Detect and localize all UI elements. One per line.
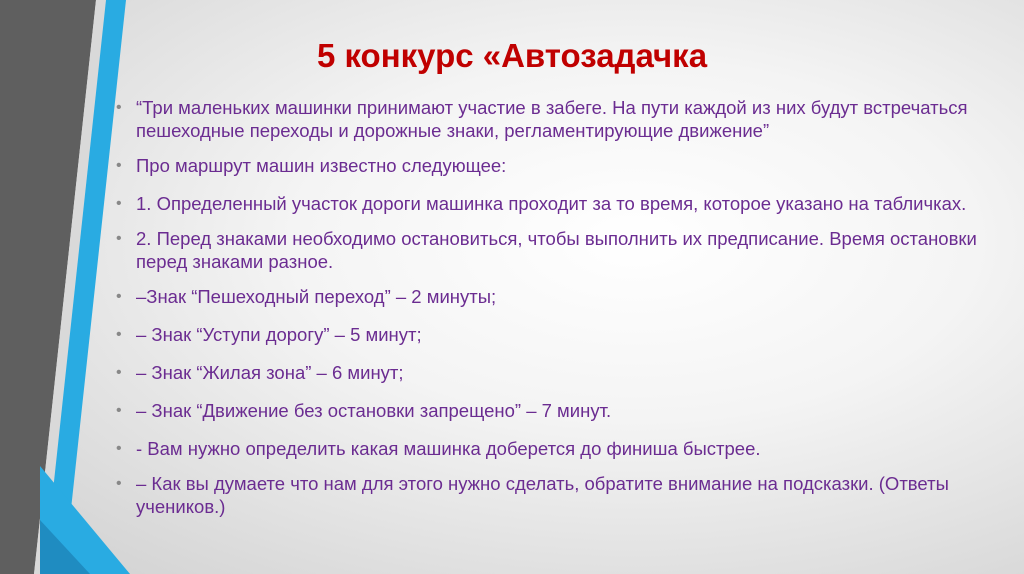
bullet-icon: • [116, 288, 122, 305]
bullet-item [116, 192, 996, 215]
bullet-icon: • [116, 326, 122, 343]
bullet-item [116, 399, 996, 422]
bullet-item [116, 361, 996, 384]
bullet-icon: • [116, 475, 122, 492]
bullet-item [116, 472, 996, 518]
bullet-item [116, 285, 996, 308]
bullet-list [116, 96, 996, 530]
bullet-text: – Знак “Движение без остановки запрещено” – 7 минут. [136, 400, 612, 421]
bullet-icon: • [116, 364, 122, 381]
bullet-icon: • [116, 230, 122, 247]
bullet-text: – Знак “Уступи дорогу” – 5 минут; [136, 324, 422, 345]
bullet-icon: • [116, 440, 122, 457]
bullet-text: –Знак “Пешеходный переход” – 2 минуты; [136, 286, 497, 307]
bullet-text: – Знак “Жилая зона” – 6 минут; [136, 362, 404, 383]
bullet-icon: • [116, 157, 122, 174]
bullet-item [116, 323, 996, 346]
bullet-item [116, 227, 996, 273]
bullet-icon: • [116, 99, 122, 116]
bullet-text: 1. Определенный участок дороги машинка проходит за то время, которое указано на табличках. [136, 193, 967, 214]
bullet-text: “Три маленьких машинки принимают участие в забеге. На пути каждой из них будут встречаться пешеходные переходы и дорожные знаки, регламентирующие движение” [136, 97, 968, 141]
bullet-text: Про маршрут машин известно следующее: [136, 155, 507, 176]
bullet-item [116, 154, 996, 177]
bullet-text: - Вам нужно определить какая машинка доберется до финиша быстрее. [136, 438, 761, 459]
bullet-text: – Как вы думаете что нам для этого нужно сделать, обратите внимание на подсказки. (Ответы учеников.) [136, 473, 949, 517]
bullet-text: 2. Перед знаками необходимо остановиться, чтобы выполнить их предписание. Время остановки перед знаками разное. [136, 228, 977, 272]
bullet-icon: • [116, 402, 122, 419]
slide-title: 5 конкурс «Автозадачка [316, 37, 708, 74]
bullet-item [116, 437, 996, 460]
bullet-item [116, 96, 996, 142]
bullet-icon: • [116, 195, 122, 212]
